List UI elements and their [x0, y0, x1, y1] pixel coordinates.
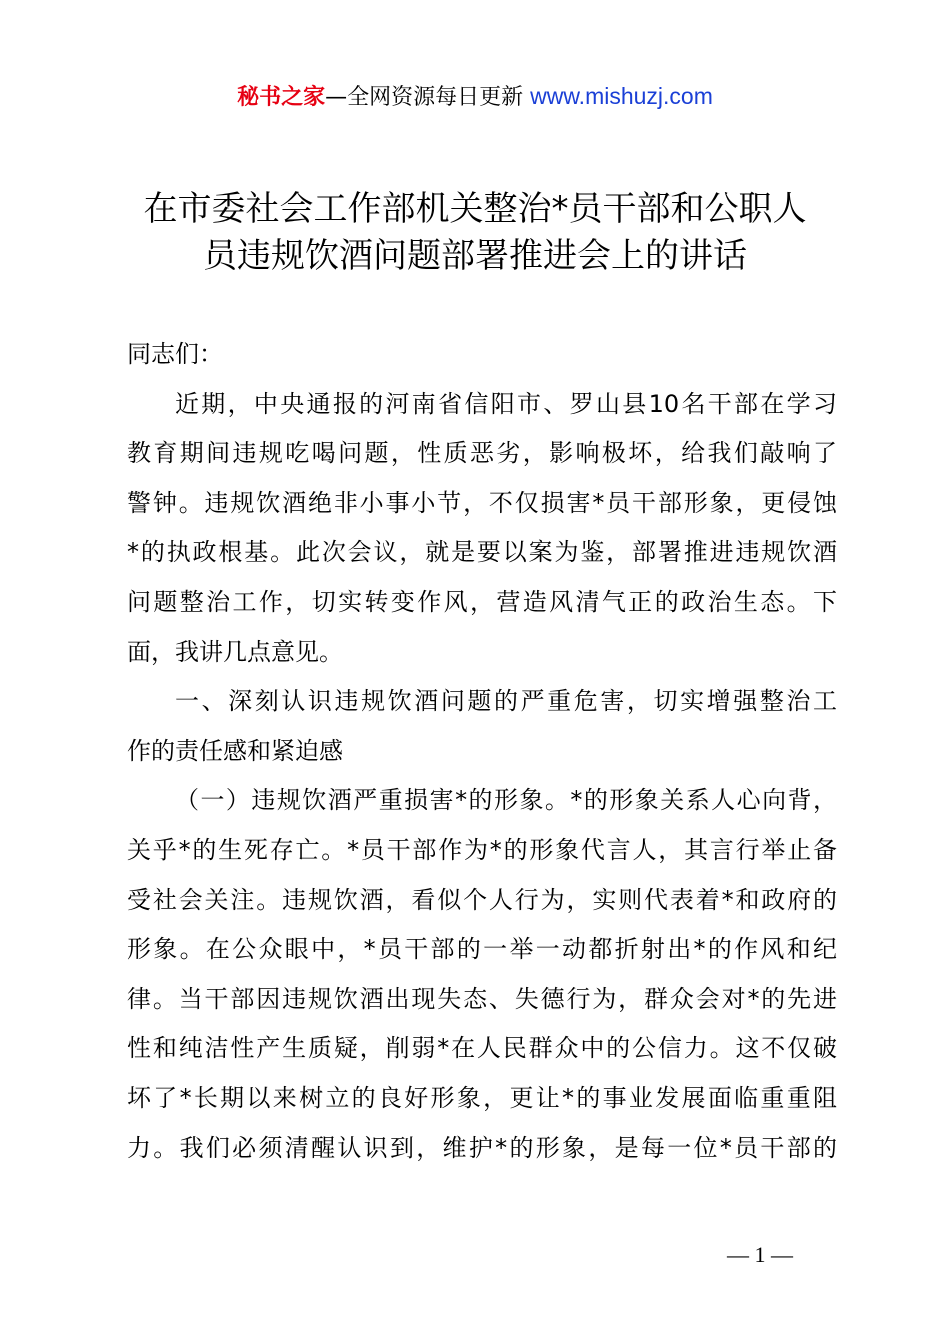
- paragraph-line: 坏了*长期以来树立的良好形象，更让*的事业发展面临重重阻: [127, 1083, 837, 1112]
- header-slogan: 全网资源每日更新: [347, 85, 524, 110]
- paragraph-line: 警钟。违规饮酒绝非小事小节，不仅损害*员干部形象，更侵蚀: [127, 488, 837, 517]
- paragraph-line: 受社会关注。违规饮酒，看似个人行为，实则代表着*和政府的: [127, 885, 837, 914]
- title-line-2: 员违规饮酒问题部署推进会上的讲话: [203, 236, 747, 276]
- paragraph-line: 律。当干部因违规饮酒出现失态、失德行为，群众会对*的先进: [127, 984, 837, 1013]
- paragraph-line: 形象。在公众眼中，*员干部的一举一动都折射出*的作风和纪: [127, 935, 837, 964]
- site-url-link[interactable]: www.mishuzj.com: [530, 83, 713, 109]
- paragraph-line: 教育期间违规吃喝问题，性质恶劣，影响极坏，给我们敲响了: [127, 439, 837, 468]
- paragraph-line: *的执政根基。此次会议，就是要以案为鉴，部署推进违规饮酒: [127, 538, 837, 567]
- heading-line: 一、深刻认识违规饮酒问题的严重危害，切实增强整治工: [175, 687, 837, 716]
- site-header: [0, 80, 950, 114]
- salutation: 同志们：: [127, 340, 223, 368]
- paragraph-line: 力。我们必须清醒认识到，维护*的形象，是每一位*员干部的: [127, 1133, 837, 1162]
- document-body: [127, 330, 837, 1173]
- paragraph-subsection-1: [127, 776, 837, 1173]
- paragraph-line: 近期，中央通报的河南省信阳市、罗山县10名干部在学习: [175, 389, 837, 418]
- paragraph-line: 性和纯洁性产生质疑，削弱*在人民群众中的公信力。这不仅破: [127, 1034, 837, 1063]
- paragraph-line: 关乎*的生死存亡。*员干部作为*的形象代言人，其言行举止备: [127, 835, 837, 864]
- header-dash: —: [325, 85, 348, 110]
- title-line-1: 在市委社会工作部机关整治*员干部和公职人: [143, 189, 807, 229]
- document-title: [100, 186, 850, 280]
- brand-name: 秘书之家: [237, 85, 326, 110]
- paragraph-line: 问题整治工作，切实转变作风，营造风清气正的政治生态。下: [127, 587, 837, 616]
- section-heading-1: [127, 677, 837, 776]
- heading-line: 作的责任感和紧迫感: [127, 736, 343, 765]
- paragraph-intro: [127, 380, 837, 678]
- page-number: — 1 —: [727, 1242, 793, 1267]
- paragraph-line: 面，我讲几点意见。: [127, 637, 343, 666]
- paragraph-line: （一）违规饮酒严重损害*的形象。*的形象关系人心向背，: [175, 786, 837, 815]
